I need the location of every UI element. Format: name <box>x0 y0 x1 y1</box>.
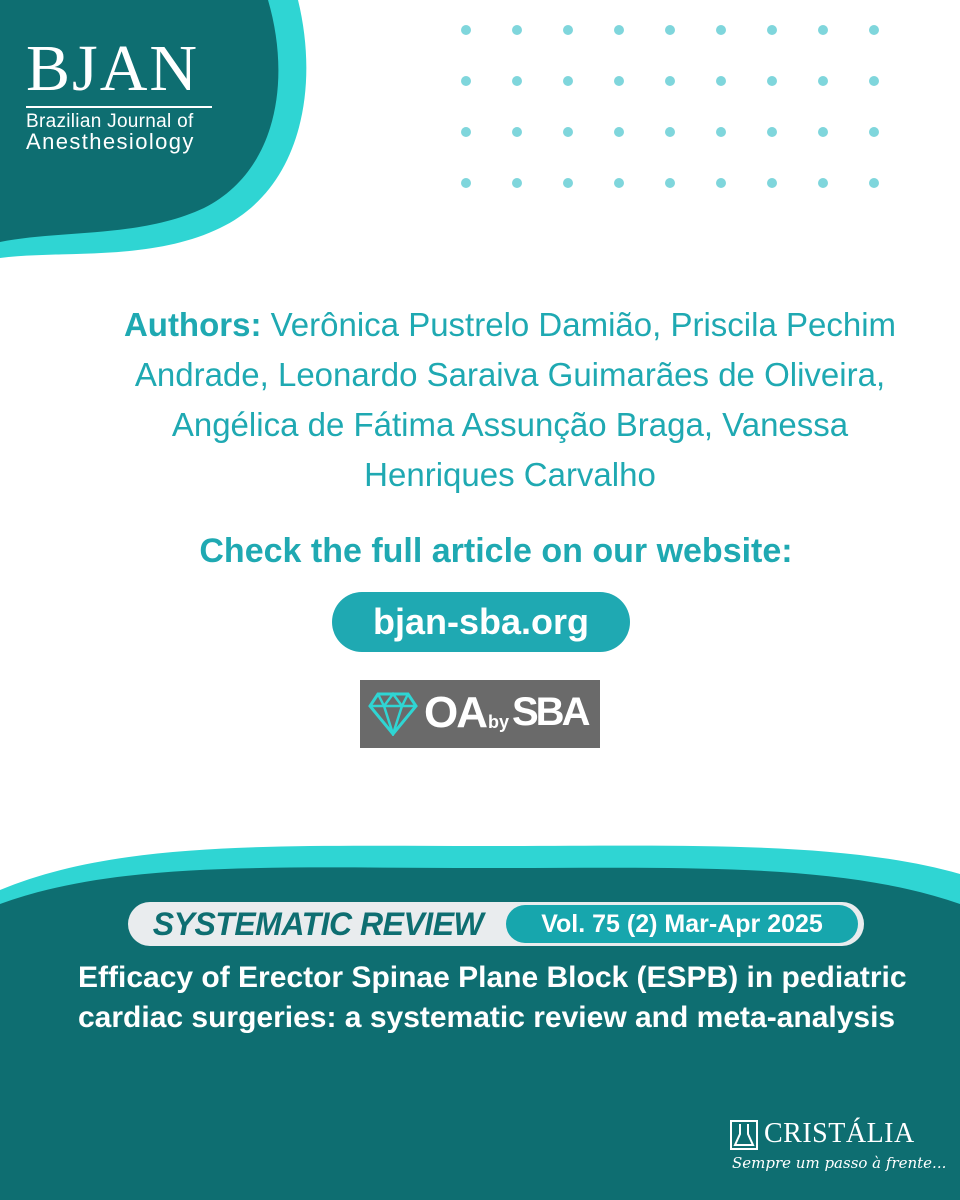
decorative-dot <box>818 76 828 86</box>
decorative-dot <box>461 178 471 188</box>
volume-badge: Vol. 75 (2) Mar-Apr 2025 <box>506 905 858 943</box>
dot-grid-decoration <box>456 22 884 188</box>
decorative-dot <box>767 76 777 86</box>
authors-names: Verônica Pustrelo Damião, Priscila Pechim Andrade, Leonardo Saraiva Guimarães de Oliveira, Angélica de Fátima Assunção Braga, Vanessa Henriques Carvalho <box>134 306 897 493</box>
journal-logo <box>26 32 212 154</box>
decorative-dot <box>869 76 879 86</box>
authors-label: Authors: <box>123 306 262 343</box>
article-title: Efficacy of Erector Spinae Plane Block (ESPB) in pediatric cardiac surgeries: a systematic review and meta-analysis <box>78 961 907 1034</box>
decorative-dot <box>614 127 624 137</box>
decorative-dot <box>716 76 726 86</box>
decorative-dot <box>512 76 522 86</box>
decorative-dot <box>869 25 879 35</box>
cristalia-flask-icon <box>730 1120 758 1150</box>
oa-by-sba-badge <box>360 680 600 748</box>
website-call-to-action: Check the full article on our website: <box>199 532 793 570</box>
logo-divider <box>26 106 212 108</box>
decorative-dot <box>818 127 828 137</box>
decorative-dot <box>665 178 675 188</box>
decorative-dot <box>665 76 675 86</box>
decorative-dot <box>512 127 522 137</box>
decorative-dot <box>461 76 471 86</box>
decorative-dot <box>563 76 573 86</box>
decorative-dot <box>614 178 624 188</box>
oa-text: OA <box>424 688 486 737</box>
decorative-dot <box>614 76 624 86</box>
article-type-label: SYSTEMATIC REVIEW <box>152 906 484 942</box>
decorative-dot <box>716 127 726 137</box>
journal-name-line1: Brazilian Journal of <box>26 111 194 132</box>
decorative-dot <box>563 127 573 137</box>
oa-by-text: by <box>488 712 510 732</box>
oa-sba-text: SBA <box>512 690 588 734</box>
decorative-dot <box>767 127 777 137</box>
journal-abbreviation: BJAN <box>26 32 200 105</box>
journal-name-line2: Anesthesiology <box>26 129 195 154</box>
decorative-dot <box>767 25 777 35</box>
diamond-icon <box>368 690 418 736</box>
decorative-dot <box>461 127 471 137</box>
decorative-dot <box>563 178 573 188</box>
decorative-dot <box>716 178 726 188</box>
decorative-dot <box>512 178 522 188</box>
article-info-bar <box>128 902 864 946</box>
authors-block <box>110 300 910 500</box>
decorative-dot <box>563 25 573 35</box>
website-link-button[interactable]: bjan-sba.org <box>332 592 630 652</box>
decorative-dot <box>614 25 624 35</box>
decorative-dot <box>716 25 726 35</box>
decorative-dot <box>665 25 675 35</box>
sponsor-name: CRISTÁLIA <box>764 1118 915 1149</box>
decorative-dot <box>512 25 522 35</box>
decorative-dot <box>869 127 879 137</box>
decorative-dot <box>818 25 828 35</box>
decorative-dot <box>869 178 879 188</box>
decorative-dot <box>665 127 675 137</box>
decorative-dot <box>767 178 777 188</box>
decorative-dot <box>461 25 471 35</box>
sponsor-tagline: Sempre um passo à frente... <box>732 1154 947 1172</box>
decorative-dot <box>818 178 828 188</box>
